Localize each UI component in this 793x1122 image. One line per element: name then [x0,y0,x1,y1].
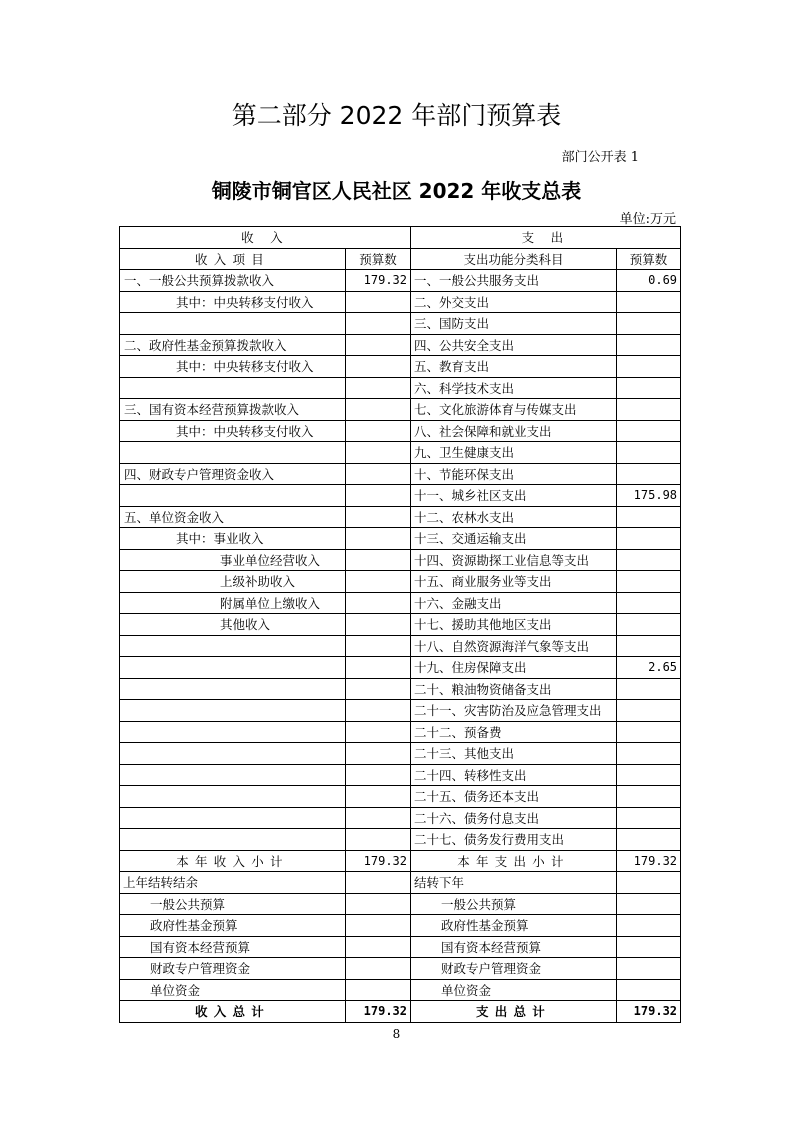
expense-subtotal-label: 本年支出小计 [411,850,617,872]
expense-item-cell: 十六、金融支出 [411,592,617,614]
expense-header: 支 出 [411,227,681,249]
carry-expense-amount [617,872,681,894]
income-item-cell: 其中：中央转移支付收入 [120,291,346,313]
expense-item-cell: 十三、交通运输支出 [411,528,617,550]
table-row [120,592,681,614]
expense-item-cell: 二十一、灾害防治及应急管理支出 [411,700,617,722]
expense-amount-cell [617,786,681,808]
expense-amount-cell [617,377,681,399]
income-amount-cell [346,700,411,722]
expense-item-cell: 四、公共安全支出 [411,334,617,356]
carry-income-cell: 一般公共预算 [120,893,346,915]
table-row [120,700,681,722]
table-row [120,442,681,464]
income-amount-cell [346,506,411,528]
expense-amount-cell [617,549,681,571]
table-row [120,485,681,507]
expense-item-cell: 二十二、预备费 [411,721,617,743]
income-item-cell [120,764,346,786]
carry-income-amount [346,872,411,894]
expense-amount-cell [617,807,681,829]
expense-total-amount: 179.32 [617,1001,681,1023]
expense-item-cell: 十七、援助其他地区支出 [411,614,617,636]
table-row [120,614,681,636]
col-income-amount: 预算数 [346,248,411,270]
expense-total-label: 支出总计 [411,1001,617,1023]
income-item-cell [120,829,346,851]
expense-amount-cell [617,463,681,485]
expense-item-cell: 二十三、其他支出 [411,743,617,765]
income-amount-cell [346,485,411,507]
income-amount-cell [346,592,411,614]
carry-income-amount [346,958,411,980]
table-row [120,356,681,378]
table-row [120,571,681,593]
expense-item-cell: 二十七、债务发行费用支出 [411,829,617,851]
expense-item-cell: 二十、粮油物资储备支出 [411,678,617,700]
income-amount-cell [346,807,411,829]
income-amount-cell [346,635,411,657]
expense-amount-cell [617,678,681,700]
expense-amount-cell: 175.98 [617,485,681,507]
carry-expense-amount [617,936,681,958]
carry-income-amount [346,915,411,937]
carry-expense-cell: 财政专户管理资金 [411,958,617,980]
table-row [120,334,681,356]
income-header: 收 入 [120,227,411,249]
carry-income-cell: 政府性基金预算 [120,915,346,937]
income-item-cell [120,313,346,335]
carry-income-cell: 上年结转结余 [120,872,346,894]
table-row [120,291,681,313]
expense-amount-cell [617,334,681,356]
income-amount-cell [346,743,411,765]
expense-item-cell: 五、教育支出 [411,356,617,378]
expense-item-cell: 二十四、转移性支出 [411,764,617,786]
expense-amount-cell: 0.69 [617,270,681,292]
table-row [120,678,681,700]
table-row [120,635,681,657]
table-row [120,657,681,679]
table-row [120,270,681,292]
carry-expense-amount [617,979,681,1001]
expense-item-cell: 六、科学技术支出 [411,377,617,399]
expense-item-cell: 十、节能环保支出 [411,463,617,485]
expense-item-cell: 九、卫生健康支出 [411,442,617,464]
income-amount-cell [346,721,411,743]
subtotal-row [120,850,681,872]
expense-amount-cell [617,356,681,378]
carry-row [120,958,681,980]
carry-row [120,915,681,937]
expense-amount-cell [617,313,681,335]
income-item-cell [120,700,346,722]
expense-item-cell: 十九、住房保障支出 [411,657,617,679]
carry-expense-amount [617,893,681,915]
table-body [120,270,681,1023]
col-expense-amount: 预算数 [617,248,681,270]
carry-row [120,893,681,915]
income-item-cell: 其中：事业收入 [120,528,346,550]
income-amount-cell [346,313,411,335]
carry-expense-cell: 结转下年 [411,872,617,894]
income-subtotal-label: 本年收入小计 [120,850,346,872]
carry-income-cell: 单位资金 [120,979,346,1001]
income-amount-cell [346,829,411,851]
income-item-cell [120,377,346,399]
table-row [120,786,681,808]
income-item-cell [120,635,346,657]
income-amount-cell [346,356,411,378]
expense-amount-cell [617,700,681,722]
unit-label: 单位:万元 [619,212,676,227]
income-item-cell [120,678,346,700]
income-amount-cell [346,657,411,679]
carry-income-amount [346,936,411,958]
income-subtotal-amount: 179.32 [346,850,411,872]
income-amount-cell [346,614,411,636]
col-income-item: 收入项目 [120,248,346,270]
income-item-cell: 上级补助收入 [120,571,346,593]
carry-income-cell: 国有资本经营预算 [120,936,346,958]
col-expense-item: 支出功能分类科目 [411,248,617,270]
table-row [120,549,681,571]
income-item-cell [120,721,346,743]
table-row [120,528,681,550]
table-row [120,420,681,442]
page-number: 8 [392,1027,401,1041]
table-row [120,399,681,421]
expense-amount-cell [617,635,681,657]
expense-item-cell: 七、文化旅游体育与传媒支出 [411,399,617,421]
carry-expense-cell: 国有资本经营预算 [411,936,617,958]
income-item-cell: 其中：中央转移支付收入 [120,420,346,442]
table-row [120,721,681,743]
expense-item-cell: 三、国防支出 [411,313,617,335]
expense-amount-cell [617,571,681,593]
expense-amount-cell [617,528,681,550]
income-item-cell [120,786,346,808]
income-item-cell: 五、单位资金收入 [120,506,346,528]
table-row [120,829,681,851]
expense-item-cell: 十二、农林水支出 [411,506,617,528]
table-row [120,377,681,399]
income-amount-cell [346,786,411,808]
carry-income-cell: 财政专户管理资金 [120,958,346,980]
expense-item-cell: 一、一般公共服务支出 [411,270,617,292]
carry-expense-cell: 政府性基金预算 [411,915,617,937]
expense-amount-cell [617,743,681,765]
table-row [120,743,681,765]
income-amount-cell [346,399,411,421]
expense-item-cell: 十八、自然资源海洋气象等支出 [411,635,617,657]
expense-item-cell: 十五、商业服务业等支出 [411,571,617,593]
budget-summary-table [119,226,681,1023]
expense-item-cell: 二十六、债务付息支出 [411,807,617,829]
expense-amount-cell [617,764,681,786]
income-item-cell: 其他收入 [120,614,346,636]
expense-subtotal-amount: 179.32 [617,850,681,872]
table-number: 部门公开表 1 [561,150,639,165]
carry-expense-amount [617,958,681,980]
income-amount-cell [346,463,411,485]
total-row [120,1001,681,1023]
carry-expense-cell: 单位资金 [411,979,617,1001]
income-amount-cell [346,377,411,399]
part-title: 第二部分 2022 年部门预算表 [231,101,562,130]
expense-amount-cell [617,721,681,743]
carry-row [120,979,681,1001]
income-item-cell: 其中：中央转移支付收入 [120,356,346,378]
expense-amount-cell [617,291,681,313]
expense-item-cell: 二十五、债务还本支出 [411,786,617,808]
expense-amount-cell [617,506,681,528]
table-row [120,764,681,786]
income-item-cell [120,807,346,829]
expense-amount-cell [617,420,681,442]
expense-amount-cell [617,592,681,614]
expense-amount-cell [617,829,681,851]
income-amount-cell: 179.32 [346,270,411,292]
income-amount-cell [346,420,411,442]
income-total-amount: 179.32 [346,1001,411,1023]
carry-expense-amount [617,915,681,937]
income-amount-cell [346,549,411,571]
income-item-cell [120,743,346,765]
table-row [120,313,681,335]
income-item-cell [120,442,346,464]
expense-item-cell: 十四、资源勘探工业信息等支出 [411,549,617,571]
expense-amount-cell [617,442,681,464]
table-row [120,807,681,829]
expense-amount-cell [617,399,681,421]
income-amount-cell [346,764,411,786]
carry-row [120,872,681,894]
table-row [120,463,681,485]
income-item-cell: 附属单位上缴收入 [120,592,346,614]
income-amount-cell [346,528,411,550]
expense-item-cell: 八、社会保障和就业支出 [411,420,617,442]
document-title: 铜陵市铜官区人民社区 2022 年收支总表 [211,179,582,203]
income-item-cell [120,485,346,507]
income-total-label: 收入总计 [120,1001,346,1023]
income-amount-cell [346,334,411,356]
carry-income-amount [346,979,411,1001]
income-item-cell: 一、一般公共预算拨款收入 [120,270,346,292]
table-row [120,506,681,528]
carry-expense-cell: 一般公共预算 [411,893,617,915]
income-item-cell [120,657,346,679]
income-amount-cell [346,678,411,700]
income-amount-cell [346,291,411,313]
expense-item-cell: 二、外交支出 [411,291,617,313]
income-amount-cell [346,571,411,593]
carry-row [120,936,681,958]
expense-amount-cell [617,614,681,636]
expense-item-cell: 十一、城乡社区支出 [411,485,617,507]
income-amount-cell [346,442,411,464]
carry-income-amount [346,893,411,915]
income-item-cell: 三、国有资本经营预算拨款收入 [120,399,346,421]
income-item-cell: 四、财政专户管理资金收入 [120,463,346,485]
expense-amount-cell: 2.65 [617,657,681,679]
income-item-cell: 二、政府性基金预算拨款收入 [120,334,346,356]
income-item-cell: 事业单位经营收入 [120,549,346,571]
